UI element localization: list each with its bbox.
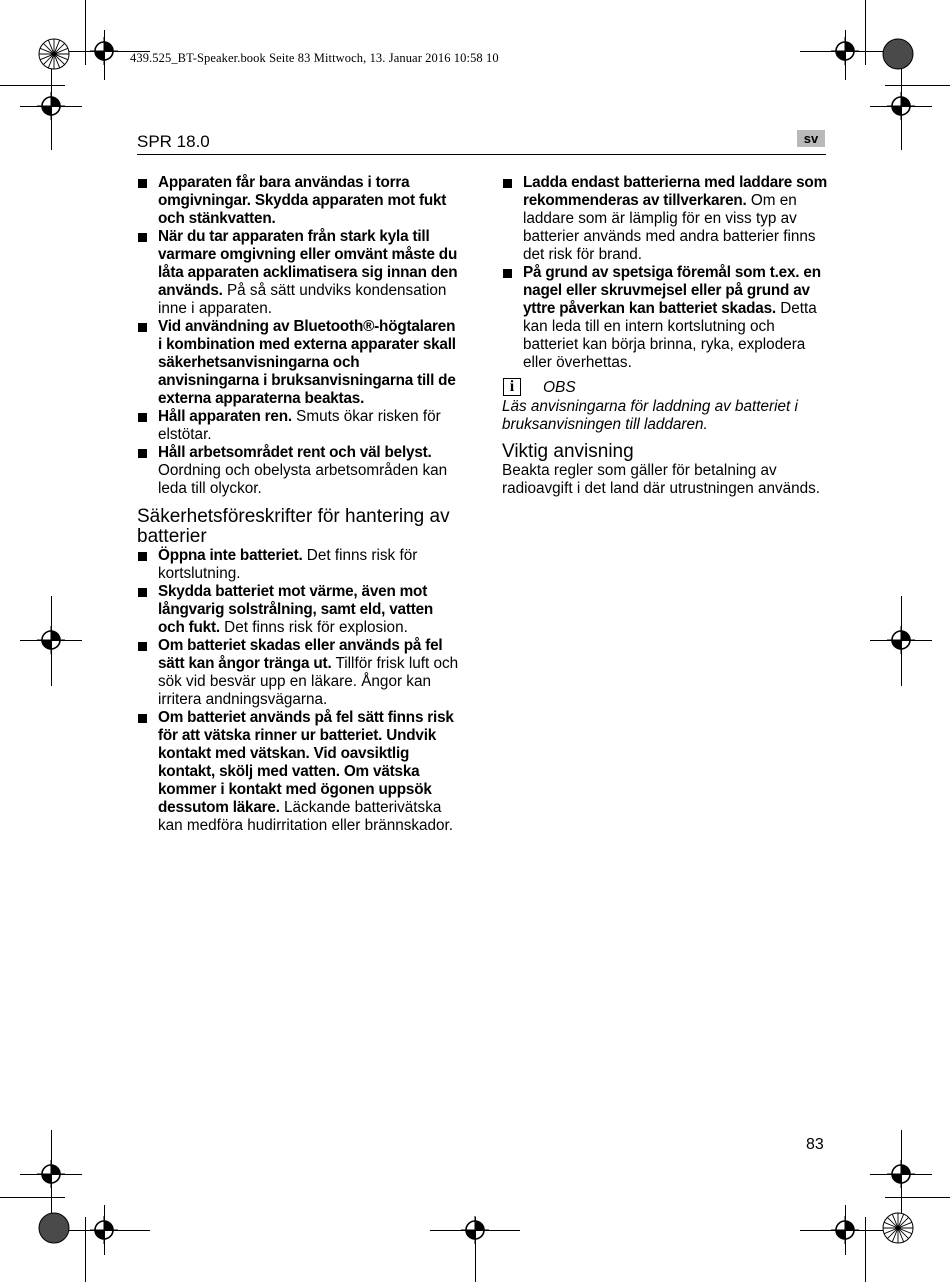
registration-mark-icon (90, 1216, 118, 1244)
bullet-square-icon (138, 179, 147, 188)
right-column (502, 174, 827, 498)
bullet-bold-text: Vid användning av Bluetooth®-högtalaren i kombination med externa apparater skall säkerhetsanvisningarna och anvisningarna i bruksanvisningarna till de externa apparaterna beaktas. (158, 318, 456, 407)
bullet-square-icon (138, 413, 147, 422)
bullet-square-icon (138, 323, 147, 332)
note-header (502, 378, 827, 398)
bullet-square-icon (503, 269, 512, 278)
crop-line (885, 85, 950, 86)
crop-line (865, 0, 866, 65)
crop-line (0, 85, 65, 86)
registration-mark-icon (887, 92, 915, 120)
starburst-target-icon (38, 38, 70, 70)
note-label: OBS (543, 379, 576, 396)
page-number: 83 (806, 1136, 824, 1153)
list-item (137, 444, 462, 498)
bullet-square-icon (138, 714, 147, 723)
crop-line (885, 1197, 950, 1198)
bullet-text: Smuts ökar risken för elstötar. (158, 408, 441, 443)
bullet-text: Läckande batterivätska kan medföra hudirritation eller brännskador. (158, 799, 454, 834)
bullet-text: Det finns risk för kortslutning. (158, 547, 418, 582)
section-heading-important-notice: Viktig anvisning (502, 441, 634, 462)
registration-mark-icon (887, 1160, 915, 1188)
language-badge: sv (797, 130, 825, 147)
bullet-bold-text: Om batteriet skadas eller används på fel sätt kan ångor tränga ut. (158, 637, 443, 672)
list-item (137, 318, 462, 408)
registration-mark-icon (37, 626, 65, 654)
bullet-square-icon (138, 552, 147, 561)
calibration-circle-icon (882, 38, 914, 70)
bullet-bold-text: Apparaten får bara användas i torra omgivningar. Skydda apparaten mot fukt och stänkvatten. (158, 174, 447, 227)
list-item (137, 547, 462, 583)
registration-mark-icon (831, 1216, 859, 1244)
calibration-circle-icon (38, 1212, 70, 1244)
bullet-text: Detta kan leda till en intern kortslutning och batteriet kan börja brinna, ryka, explodera eller överhettas. (523, 300, 817, 371)
bullet-text: Om en laddare som är lämplig för en viss typ av batterier används med andra batterier finns det risk för brand. (523, 192, 816, 263)
bullet-bold-text: Om batteriet används på fel sätt finns risk för att vätska rinner ur batteriet. Undvik kontakt med vätskan. Vid oavsiktlig kontakt, skölj med vatten. Om vätska kommer i kontakt med ögonen uppsök dessutom läkare. (158, 709, 454, 816)
bullet-bold-text: När du tar apparaten från stark kyla till varmare omgivning eller omvänt måste du låta apparaten acklimatisera sig innan den används. (158, 228, 458, 299)
bullet-bold-text: Öppna inte batteriet. (158, 547, 303, 564)
bullet-square-icon (138, 642, 147, 651)
registration-mark-icon (37, 1160, 65, 1188)
list-item (137, 583, 462, 637)
bullet-text: Tillför frisk luft och sök vid besvär upp en läkare. Ångor kan irritera andningsvägarna. (158, 655, 459, 708)
crop-line (865, 1217, 866, 1282)
crop-line (85, 1217, 86, 1282)
list-item (137, 228, 462, 318)
bullet-square-icon (503, 179, 512, 188)
left-column (137, 174, 462, 835)
list-item (137, 709, 462, 835)
bullet-text: Det finns risk för explosion. (219, 619, 408, 636)
bullet-bold-text: Ladda endast batterierna med laddare som rekommenderas av tillverkaren. (523, 174, 827, 209)
safety-list-charging (502, 174, 827, 372)
bullet-square-icon (138, 233, 147, 242)
list-item (502, 264, 827, 372)
registration-mark-icon (37, 92, 65, 120)
bullet-bold-text: Skydda batteriet mot värme, även mot långvarig solstrålning, samt eld, vatten och fukt. (158, 583, 434, 636)
info-icon: i (503, 378, 521, 396)
list-item (137, 637, 462, 709)
bullet-bold-text: Håll apparaten ren. (158, 408, 292, 425)
bullet-text: Oordning och obelysta arbetsområden kan leda till olyckor. (158, 462, 448, 497)
model-name: SPR 18.0 (137, 132, 210, 151)
crop-line (85, 0, 86, 65)
header-divider (137, 154, 826, 155)
registration-mark-icon (831, 37, 859, 65)
bullet-square-icon (138, 588, 147, 597)
print-info: 439.525_BT-Speaker.book Seite 83 Mittwoch, 13. Januar 2016 10:58 10 (130, 51, 499, 65)
list-item (502, 174, 827, 264)
list-item (137, 408, 462, 444)
list-item (137, 174, 462, 228)
bullet-bold-text: På grund av spetsiga föremål som t.ex. en nagel eller skruvmejsel eller på grund av yttre påverkan kan batteriet skadas. (523, 264, 821, 317)
registration-mark-icon (90, 37, 118, 65)
safety-list-battery (137, 547, 462, 835)
starburst-target-icon (882, 1212, 914, 1244)
registration-mark-icon (887, 626, 915, 654)
bullet-text: På så sätt undviks kondensation inne i apparaten. (158, 282, 447, 317)
bullet-square-icon (138, 449, 147, 458)
safety-list-general (137, 174, 462, 498)
note-text: Läs anvisningarna för laddning av batteriet i bruksanvisningen till laddaren. (502, 398, 798, 433)
bullet-bold-text: Håll arbetsområdet rent och väl belyst. (158, 444, 432, 461)
section-heading-battery-safety: Säkerhetsföreskrifter för hantering av batterier (137, 506, 450, 547)
notice-paragraph: Beakta regler som gäller för betalning av radioavgift i det land där utrustningen används. (502, 462, 821, 497)
registration-mark-icon (461, 1216, 489, 1244)
crop-line (0, 1197, 65, 1198)
